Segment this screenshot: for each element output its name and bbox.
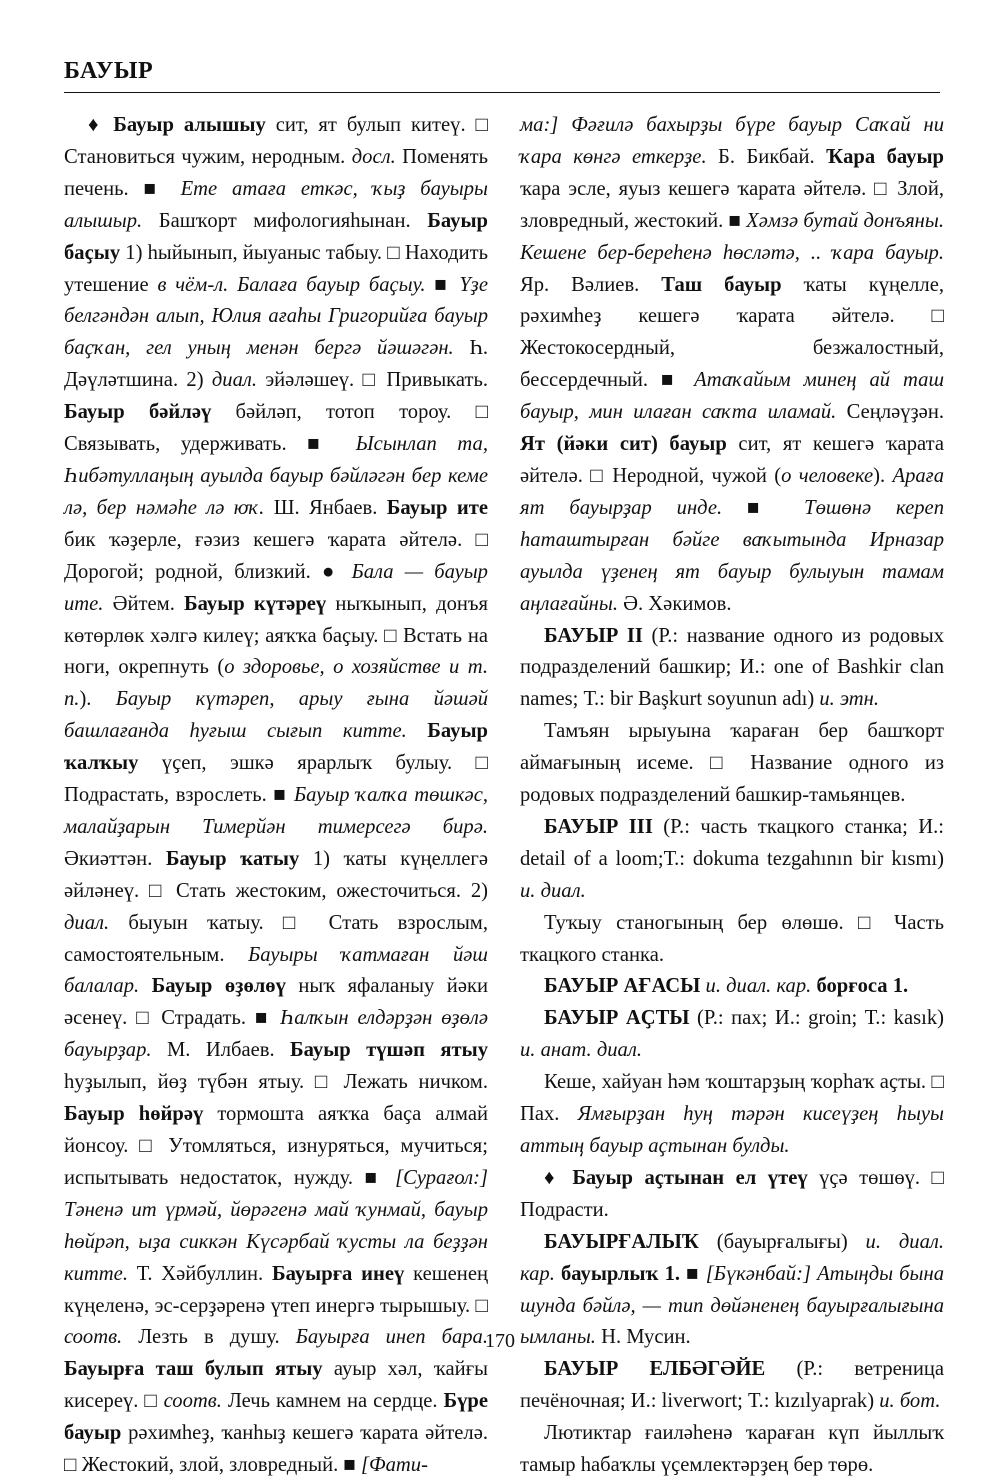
- entry-text: ауыр хәл, ҡайғы кисереү. □: [64, 1358, 488, 1413]
- entry-text: (Р.: ветреница печёночная; И.: liverwort; Т.: kızılyaprak): [520, 1358, 944, 1413]
- italic-text: Бауырға инеп бара.: [295, 1326, 488, 1349]
- headword: Бүре бауыр: [64, 1390, 488, 1445]
- italic-text: и. этн.: [819, 688, 880, 711]
- italic-text: Бала — бауыр ите.: [64, 560, 488, 615]
- entry-text: Әкиәттән.: [64, 847, 166, 870]
- entry-text: 1) һыйынып, йыуаныс табыу. □ Находить утешение: [64, 241, 488, 296]
- headword: Бауыр бәйләү: [64, 401, 212, 424]
- headword: Бауыр ҡатыу: [165, 847, 300, 870]
- entry-text: Лезть в душу.: [122, 1326, 296, 1349]
- italic-text: и. бот.: [879, 1390, 941, 1413]
- entry-text: Н. Мусин.: [595, 1326, 691, 1349]
- italic-text: [Бүкәнбай:] Атыңды бына шунда бәйлә, — тип дөйәненең бауырғалығына ымланы.: [520, 1262, 944, 1349]
- italic-text: досл.: [351, 145, 396, 168]
- headword: Бауыр ҡалҡыу: [64, 720, 488, 775]
- italic-text: Бауыр күтәреп, арыу ғына йәшәй башлағанда һуғыш сығып китте.: [64, 688, 489, 743]
- headword: Бауыр күтәреү: [184, 592, 327, 615]
- entry-text: Кеше, хайуан һәм ҡоштарҙың ҡорһаҡ аҫты. □ Пах.: [520, 1071, 944, 1126]
- italic-text: [Фати-: [361, 1454, 428, 1477]
- headword: БАУЫРҒАЛЫҠ: [544, 1230, 699, 1253]
- italic-text: Төшөнә кереп һаташтырған бәйге ваҡытында Ирназар ауылда үҙенең ят бауыр булыуын тамам аңлағайны.: [520, 496, 944, 615]
- entry-text: Сеңләүҙән.: [836, 401, 944, 424]
- headword: Бауыр алышыу: [113, 114, 266, 136]
- dictionary-entry: [520, 971, 944, 1003]
- entry-text: ҡара эсле, яуыз кешегә ҡарата әйтелә. □ Злой, зловредный, жестокий. ■: [520, 177, 944, 232]
- headword: Ҡара бауыр: [826, 145, 945, 168]
- entry-text: ныҡ яфаланыу йәки әсенеү. □ Страдать. ■: [64, 975, 488, 1030]
- entry-text: үҫеп, эшкә ярарлыҡ булыу. □ Подрастать, взрослеть. ■: [64, 752, 488, 807]
- entry-text: Һ. Дәүләтшина. 2): [64, 337, 488, 392]
- italic-text: Ысынлап та, Һибәтуллаңың ауылда бауыр бәйләгән бер кеме лә, бер нәмәһе лә юҡ.: [64, 433, 488, 519]
- italic-text: соотв.: [163, 1390, 222, 1413]
- italic-text: о здоровье, о хозяйстве и т. п.: [64, 656, 489, 711]
- right-column: [520, 110, 944, 1482]
- page-number: 170: [485, 1330, 515, 1352]
- headword: борғоса 1.: [816, 975, 909, 998]
- entry-text: Т. Хәйбуллин.: [127, 1262, 272, 1285]
- headword: БАУЫР II: [544, 624, 643, 647]
- header-rule: [64, 92, 940, 93]
- entry-text: кешенең күңеленә, эс-серҙәренә үтеп инергә тырышыу. □: [64, 1262, 488, 1317]
- dictionary-entry: [64, 110, 488, 1482]
- entry-text: 1) ҡаты күңеллегә әйләнеү. □ Стать жестоким, ожесточиться. 2): [64, 847, 488, 902]
- entry-text: Яр. Вәлиев.: [520, 273, 662, 296]
- entry-text: Тамъян ырыуына ҡараған бер башҡорт аймағының исеме. □ Название одного из родовых подразделений башкир-тамьянцев.: [520, 720, 944, 807]
- headword: БАУЫР III: [544, 815, 653, 838]
- headword: Бауыр түшәп ятыу: [290, 1039, 488, 1062]
- italic-text: Хәмзә бутай донъяны. Кешене бер-береһенә һөсләтә, .. ҡара бауыр.: [520, 209, 944, 264]
- entry-text: бик ҡәҙерле, ғәзиз кешегә ҡарата әйтелә. □ Дорогой; родной, близкий. ●: [64, 528, 488, 583]
- entry-text: ♦: [88, 114, 114, 136]
- italic-text: Араға ят бауырҙар инде.: [520, 464, 944, 519]
- italic-text: соотв.: [64, 1326, 123, 1349]
- entry-text: Әйтем.: [103, 592, 185, 615]
- italic-text: ма:] Фәғилә бахырҙы бүре бауыр Саҡай ни ҡара көнгә еткерҙе.: [520, 114, 944, 168]
- entry-text: сит, ят булып китеү. □ Становиться чужим, неродным.: [64, 114, 488, 168]
- dictionary-entry: [520, 1067, 944, 1163]
- headword: Бауыр өҙөлөү: [151, 975, 286, 998]
- headword: Бауыр һөйрәү: [64, 1103, 204, 1126]
- entry-text: быуын ҡатыу. □ Стать взрослым, самостоятельным.: [64, 911, 488, 966]
- dictionary-entry: [520, 1354, 944, 1418]
- entry-text: Б. Бикбай.: [706, 145, 827, 168]
- entry-text: ныҡынып, донъя көтөрлөк хәлгә килеү; аяҡҡа баҫыу. □ Встать на ноги, окрепнуть (: [64, 592, 489, 679]
- entry-text: (Р.: название одного из родовых подразделений башкир; И.: one of Bashkir clan names; Т.: bir Başkurt soyunun adı): [520, 624, 945, 711]
- entry-text: М. Илбаев.: [151, 1039, 291, 1062]
- italic-text: диал.: [211, 369, 258, 392]
- headword: БАУЫР АҪТЫ: [544, 1007, 690, 1030]
- dictionary-entry: [520, 908, 944, 972]
- entry-text: (бауырғалығы): [698, 1230, 866, 1253]
- entry-text: Туҡыу станогының бер өлөшө. □ Часть ткацкого станка.: [520, 911, 944, 966]
- italic-text: [Сурағол:] Тәненә ит үрмәй, йөрәгенә май ҡунмай, бауыр һөйрәп, ыҙа сиккән Күсәрбай ҡусты ла беҙҙән китте.: [64, 1166, 488, 1285]
- italic-text: в чём-л. Балаға бауыр баҫыу.: [157, 273, 426, 296]
- italic-text: Һалҡын елдәрҙән өҙөлә бауырҙар.: [64, 1007, 488, 1062]
- italic-text: и. диал. кар.: [520, 1230, 944, 1285]
- entry-text: һуҙылып, йөҙ түбән ятыу. □ Лежать ничком.: [64, 1071, 488, 1094]
- entry-text: Башҡорт мифологияһынан.: [142, 209, 428, 232]
- italic-text: о человеке: [781, 464, 874, 487]
- italic-text: и. диал.: [520, 879, 586, 902]
- entry-text: [407, 720, 428, 742]
- dictionary-entry: [520, 812, 944, 908]
- italic-text: Үҙе белгәндән алып, Юлия ағаһы Григорийға бауыр баҫҡан, гел уның менән бергә йәшәгән.: [64, 273, 488, 360]
- entry-text: Поменять печень. ■: [64, 145, 489, 200]
- headword: бауырлыҡ 1.: [561, 1262, 681, 1285]
- entry-text: ҡаты күңелле, рәхимһеҙ кешегә ҡарата әйтелә. □ Жестокосердный, безжалостный, бессердечный. ■: [520, 273, 944, 392]
- entry-text: ■: [722, 496, 805, 519]
- italic-text: Бауыр ҡалҡа төшкәс, малайҙарын Тимерйән тимерсегә бирә.: [64, 784, 488, 838]
- entry-text: (Р.: часть ткацкого станка; И.: detail of a loom;Т.: dokuma tezgahının bir kısmı): [520, 815, 945, 870]
- italic-text: Ете атаға еткәс, ҡыҙ бауыры алышыр.: [64, 177, 489, 232]
- dictionary-entry: [520, 1003, 944, 1067]
- headword: Бауыр баҫыу: [64, 209, 488, 264]
- entry-text: ).: [873, 464, 893, 487]
- headword: Бауырға таш булып ятыу: [64, 1358, 323, 1381]
- italic-text: диал.: [64, 911, 110, 934]
- headword: БАУЫР АҒАСЫ: [544, 975, 701, 998]
- dictionary-entry: [520, 1163, 944, 1227]
- entry-text: [139, 975, 152, 997]
- dictionary-entry: [520, 110, 944, 621]
- entry-text: Лютиктар ғаиләһенә ҡараған күп йыллыҡ тамыр һабаҡлы үҫемлектәрҙең бер төрө.: [520, 1422, 944, 1477]
- dictionary-entry: [520, 716, 944, 812]
- entry-text: ■: [680, 1262, 706, 1285]
- entry-text: тормошта аяҡҡа баҫа алмай йонсоу. □ Утомляться, изнуряться, мучиться; испытывать недостаток, нужду. ■: [64, 1103, 488, 1189]
- italic-text: Атаҡайым минең ай таш бауыр, мин илаған саҡта иламай.: [520, 369, 944, 424]
- entry-text: рәхимһеҙ, ҡанһыҙ кешегә ҡарата әйтелә. □ Жестокий, злой, зловредный. ■: [64, 1422, 488, 1477]
- italic-text: и. диал. кар.: [705, 975, 812, 998]
- headword: БАУЫР ЕЛБӘГӘЙЕ: [544, 1358, 766, 1381]
- headword: Бауырға инеү: [272, 1262, 405, 1285]
- entry-text: сит, ят кешегә ҡарата әйтелә. □ Неродной, чужой (: [520, 433, 944, 487]
- entry-text: бәйләп, тотоп тороу. □ Связывать, удерживать. ■: [64, 401, 489, 456]
- headword: Бауыр ите: [386, 496, 488, 519]
- left-column: [64, 110, 488, 1482]
- entry-text: ■: [425, 273, 460, 296]
- entry-text: Лечь камнем на сердце.: [221, 1390, 444, 1413]
- entry-text: Ш. Янбаев.: [264, 496, 387, 519]
- italic-text: Бауыры ҡатмаған йәш балалар.: [64, 943, 488, 998]
- headword: Таш бауыр: [661, 273, 782, 296]
- entry-text: ).: [79, 688, 116, 711]
- entry-text: үҫә төшөү. □ Подрасти.: [520, 1166, 944, 1221]
- headword: Ят (йәки сит) бауыр: [520, 433, 727, 456]
- dictionary-entry: [520, 1418, 944, 1482]
- entry-text: эйәләшеү. □ Привыкать.: [257, 369, 488, 392]
- entry-text: Ә. Хәкимов.: [617, 592, 732, 615]
- running-head: БАУЫР: [64, 58, 154, 84]
- dictionary-entry: [520, 621, 944, 717]
- headword: Бауыр аҫтынан ел үтеү: [572, 1166, 808, 1189]
- italic-text: Ямғырҙан һуң тәрән кисеүҙең һыуы аттың бауыр аҫтынан булды.: [520, 1103, 944, 1157]
- italic-text: и. анат. диал.: [520, 1039, 642, 1062]
- entry-text: ♦: [544, 1166, 573, 1189]
- entry-text: (Р.: пах; И.: groin; Т.: kasık): [689, 1007, 945, 1030]
